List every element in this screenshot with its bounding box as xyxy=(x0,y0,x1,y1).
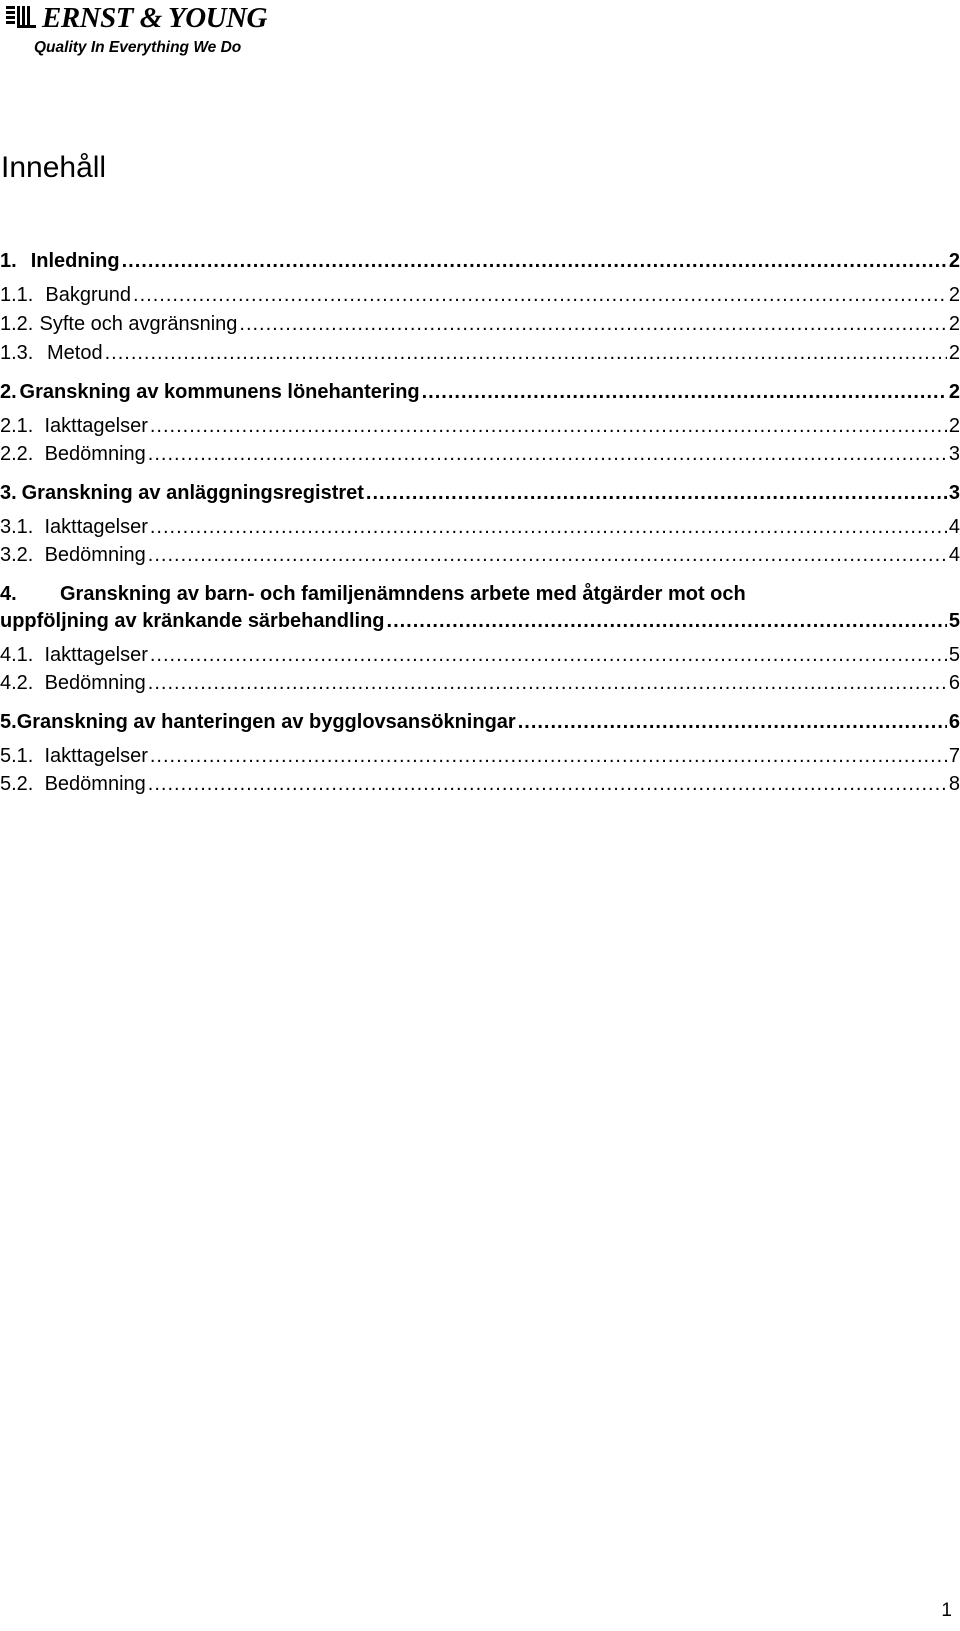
toc-entry-number: 2.1. xyxy=(0,415,34,437)
toc-leader xyxy=(148,670,947,696)
toc-entry-page: 5 xyxy=(948,644,960,666)
toc-leader xyxy=(133,282,947,308)
toc-entry-label: Bedömning xyxy=(44,443,146,465)
toc-entry[interactable] xyxy=(0,771,960,797)
toc-entry-label: Granskning av anläggningsregistret xyxy=(21,482,364,504)
toc-entry-number: 3. xyxy=(0,482,17,504)
toc-entry[interactable] xyxy=(0,670,960,696)
toc-entry-page: 2 xyxy=(948,250,960,272)
toc-entry-number: 5.2. xyxy=(0,773,34,795)
toc-entry-label: Syfte och avgränsning xyxy=(39,313,238,335)
toc-entry-page: 5 xyxy=(948,610,960,632)
toc-entry[interactable] xyxy=(0,340,960,366)
page-title: Innehåll xyxy=(1,151,107,184)
toc-entry-number: 1.1. xyxy=(0,284,34,306)
toc-entry[interactable] xyxy=(0,743,960,769)
toc-entry-label: Bedömning xyxy=(44,773,146,795)
toc-entry-number: 4. xyxy=(0,583,17,605)
toc-entry-label: Granskning av hanteringen av bygglovsansökningar xyxy=(16,711,516,733)
toc-entry-page: 3 xyxy=(948,482,960,504)
toc-leader xyxy=(150,514,947,540)
toc-leader xyxy=(105,340,947,366)
toc-entry[interactable] xyxy=(0,441,960,467)
toc-entry-number: 3.2. xyxy=(0,544,34,566)
toc-entry[interactable] xyxy=(0,379,960,405)
toc-entry-page: 3 xyxy=(948,443,960,465)
toc-entry-number: 2.2. xyxy=(0,443,34,465)
toc-entry-page: 2 xyxy=(948,313,960,335)
toc-entry-first-line[interactable] xyxy=(0,581,746,607)
toc-entry-number: 1.2. xyxy=(0,313,34,335)
toc-entry-label: Iakttagelser xyxy=(44,415,148,437)
toc-entry-label: Bedömning xyxy=(44,672,146,694)
toc-entry[interactable] xyxy=(0,608,960,634)
toc-entry-page: 4 xyxy=(948,544,960,566)
toc-entry-page: 2 xyxy=(948,342,960,364)
toc-entry-label: Granskning av barn- och familjenämndens arbete med åtgärder mot och xyxy=(60,583,746,605)
toc-entry-number: 2. xyxy=(0,381,17,403)
toc-leader xyxy=(148,542,947,568)
toc-entry[interactable] xyxy=(0,642,960,668)
toc-leader xyxy=(518,709,947,735)
toc-entry[interactable] xyxy=(0,311,960,337)
toc-entry-label-continued: uppföljning av kränkande särbehandling xyxy=(0,610,385,632)
toc-leader xyxy=(422,379,947,405)
toc-leader xyxy=(150,642,947,668)
page-number: 1 xyxy=(941,1600,952,1621)
toc-entry-number: 4.2. xyxy=(0,672,34,694)
toc-entry-label: Iakttagelser xyxy=(44,745,148,767)
brand-name: ERNST & YOUNG xyxy=(42,2,267,34)
toc-entry-number: 5. xyxy=(0,711,17,733)
toc-leader xyxy=(148,771,947,797)
toc-entry-page: 6 xyxy=(948,711,960,733)
toc-entry-page: 2 xyxy=(948,284,960,306)
toc-entry-number: 5.1. xyxy=(0,745,34,767)
toc-entry-page: 7 xyxy=(948,745,960,767)
toc-entry-number: 1.3. xyxy=(0,342,34,364)
brand-tagline: Quality In Everything We Do xyxy=(34,39,242,56)
toc-entry-number: 1. xyxy=(0,250,17,272)
toc-leader xyxy=(387,608,947,634)
toc-leader xyxy=(148,441,947,467)
ernst-young-logo xyxy=(6,2,266,58)
toc-entry-number: 3.1. xyxy=(0,516,34,538)
toc-entry[interactable] xyxy=(0,248,960,274)
toc-entry-page: 2 xyxy=(948,415,960,437)
toc-entry-label: Bedömning xyxy=(44,544,146,566)
toc-entry-label: Granskning av kommunens lönehantering xyxy=(19,381,420,403)
toc-entry[interactable] xyxy=(0,542,960,568)
toc-entry[interactable] xyxy=(0,514,960,540)
toc-entry[interactable] xyxy=(0,709,960,735)
toc-leader xyxy=(122,248,947,274)
ey-logo-mark-icon xyxy=(6,6,38,28)
toc-entry[interactable] xyxy=(0,282,960,308)
toc-entry[interactable] xyxy=(0,413,960,439)
toc-leader xyxy=(150,743,947,769)
toc-entry-label: Inledning xyxy=(30,250,120,272)
toc-entry-page: 4 xyxy=(948,516,960,538)
toc-entry-label: Iakttagelser xyxy=(44,644,148,666)
toc-leader xyxy=(239,311,946,337)
toc-entry-label: Bakgrund xyxy=(45,284,132,306)
toc-leader xyxy=(150,413,947,439)
toc-entry[interactable] xyxy=(0,480,960,506)
toc-entry-label: Iakttagelser xyxy=(44,516,148,538)
toc-leader xyxy=(366,480,947,506)
toc-entry-number: 4.1. xyxy=(0,644,34,666)
toc-entry-page: 8 xyxy=(948,773,960,795)
toc-entry-page: 6 xyxy=(948,672,960,694)
toc-entry-label: Metod xyxy=(47,342,103,364)
toc-entry-page: 2 xyxy=(948,381,960,403)
